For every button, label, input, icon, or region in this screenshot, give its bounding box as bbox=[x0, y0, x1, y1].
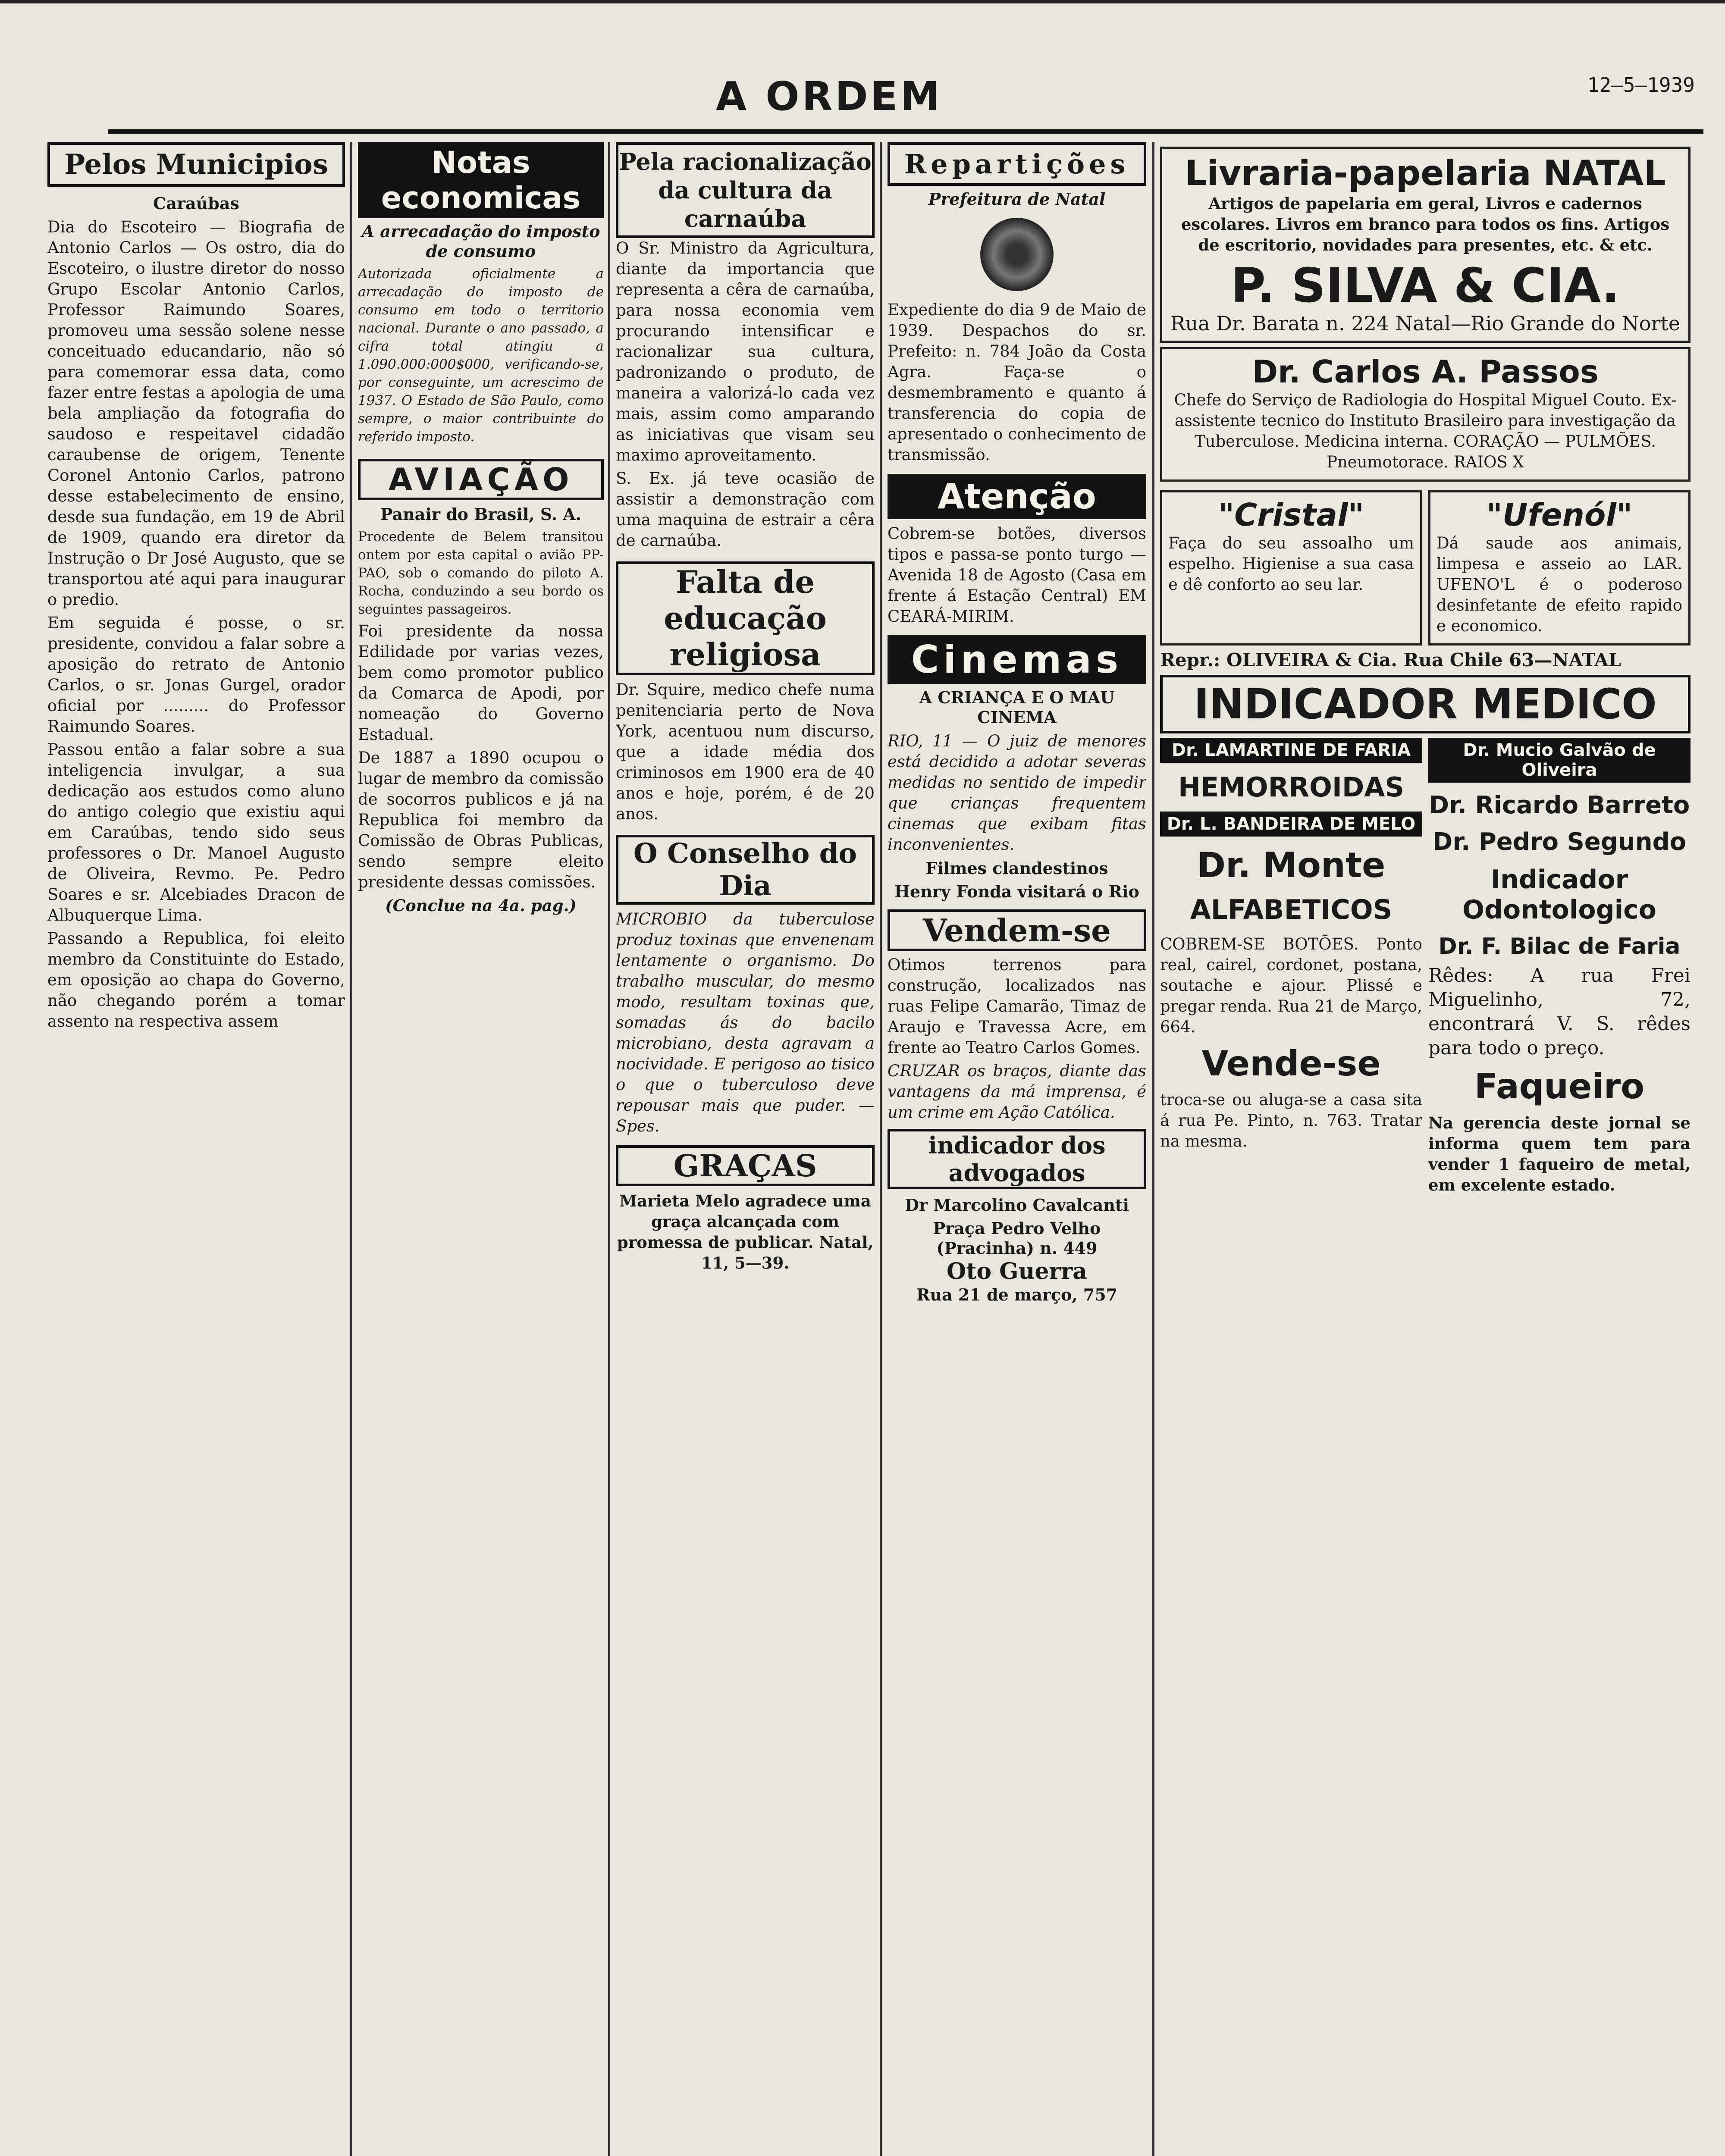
lawyer-address: Praça Pedro Velho (Pracinha) n. 449 bbox=[933, 1219, 1101, 1258]
section-subtitle: Prefeitura de Natal bbox=[928, 189, 1106, 209]
livraria-ad bbox=[1160, 147, 1690, 343]
column-economicas bbox=[358, 142, 604, 2156]
faqueiro-title: Faqueiro bbox=[1474, 1066, 1645, 1106]
article-paragraph: Dia do Escoteiro — Biografia de Antonio Carlos — Os ostro, dia do Escoteiro, o ilustre diretor do nosso Grupo Escolar Antonio Carlos, Professor Raimundo Soares, promoveu uma sessão solene nesse conceituado educandario, não só para comemorar essa data, como fazer entre festas a apologia de uma bela ampliação da fotografia do saudoso e respeitavel cidadão caraubense de origem, Tenente Coronel Antonio Carlos, patrono desse estabelecimento de ensino, desde sua fundação, em 19 de Abril de 1909, quando era diretor da Instrução o Dr José Augusto, que se transportou até aqui para inaugurar o predio. bbox=[47, 218, 345, 609]
column-ads bbox=[1160, 142, 1690, 2156]
ad-body: Rêdes: A rua Frei Miguelinho, 72, encontrará V. S. rêdes para todo o preço. bbox=[1428, 965, 1690, 1059]
doctor-name: Dr. Ricardo Barreto bbox=[1429, 791, 1690, 819]
cinemas-title: Cinemas bbox=[888, 635, 1146, 684]
article-paragraph: Autorizada oficialmente a arrecadação do imposto de consumo em todo o territorio nacional. Durante o ano passado, a cifra total atingiu a 1.090.000:000$000, verificando-se, por conseguinte, um acrescimo de 1937. O Estado de São Paulo, como sempre, o maior contribuinte do referido imposto. bbox=[358, 266, 604, 445]
falta-title: Falta de educação religiosa bbox=[616, 561, 875, 675]
aviacao-subtitle: Panair do Brasil, S. A. bbox=[380, 505, 581, 524]
doctors-left bbox=[1160, 738, 1422, 1198]
doctor-name: Dr. Pedro Segundo bbox=[1432, 828, 1687, 856]
doctors-right bbox=[1428, 738, 1690, 1198]
doctor-name: Dr. LAMARTINE DE FARIA bbox=[1160, 738, 1422, 763]
article-paragraph: Dr. Squire, medico chefe numa penitenciaria perto de Nova York, acentuou num discurso, que a idade média dos criminosos em 1900 era de 40 anos e hoje, porém, é de 20 anos. bbox=[616, 680, 875, 823]
vende-title: Vende-se bbox=[1201, 1044, 1381, 1084]
hemorroidas-title: HEMORROIDAS bbox=[1178, 771, 1404, 803]
continued-note: (Conclue na 4a. pag.) bbox=[385, 896, 577, 915]
ad-owner: P. SILVA & CIA. bbox=[1231, 258, 1620, 313]
doctor-name: Dr. F. Bilac de Faria bbox=[1438, 934, 1681, 959]
coat-of-arms-seal bbox=[980, 218, 1054, 291]
article-paragraph: Passando a Republica, foi eleito membro da Constituinte do Estado, em oposição ao chapa do Governo, não chegando porém a tomar assento na respectiva assem bbox=[47, 929, 345, 1031]
doctor-name: Dr. Mucio Galvão de Oliveira bbox=[1428, 738, 1690, 783]
masthead: A ORDEM bbox=[716, 73, 943, 119]
section-title: Notas economicas bbox=[358, 142, 604, 218]
ad-title: Livraria-papelaria NATAL bbox=[1185, 153, 1666, 193]
section-subtitle: Caraúbas bbox=[153, 194, 239, 213]
lawyer-name: Dr Marcolino Cavalcanti bbox=[905, 1195, 1129, 1215]
article-paragraph: Foi presidente da nossa Edilidade por varias vezes, bem como promotor publico da Comarca de Apodi, por nomeação do Governo Estadual. bbox=[358, 622, 604, 744]
top-edge bbox=[0, 0, 1725, 17]
ad-body: Chefe do Serviço de Radiologia do Hospital Miguel Couto. Ex-assistente tecnico do Instituto Brasileiro para investigação da Tuberculose. Medicina interna. CORAÇÃO — PULMÕES. Pneumotorace. RAIOS X bbox=[1174, 391, 1677, 471]
ad-title: "Cristal" bbox=[1218, 497, 1364, 533]
ad-body: Dá saude aos animais, limpesa e asseio ao LAR. UFENO'L é o poderoso desinfetante de efeito rapido e economico. bbox=[1436, 534, 1682, 635]
article-paragraph: Otimos terrenos para construção, localizados nas ruas Felipe Camarão, Timaz de Araujo e Travessa Acre, em frente ao Teatro Carlos Gomes. bbox=[888, 956, 1146, 1057]
indicador-medico-title: INDICADOR MEDICO bbox=[1160, 675, 1690, 733]
ad-title: "Ufenól" bbox=[1486, 497, 1633, 533]
alfabeticos-title: ALFABETICOS bbox=[1190, 894, 1393, 925]
atencao-title: Atenção bbox=[888, 474, 1146, 519]
lawyer-address: Rua 21 de março, 757 bbox=[916, 1285, 1118, 1304]
article-paragraph: Procedente de Belem transitou ontem por esta capital o avião PP-PAO, sob o comando do piloto A. Rocha, conduzindo a seu bordo os seguintes passageiros. bbox=[358, 529, 604, 617]
ad-body: troca-se ou aluga-se a casa sita á rua Pe. Pinto, n. 763. Tratar na mesma. bbox=[1160, 1091, 1422, 1150]
ad-body: COBREM-SE BOTÕES. Ponto real, cairel, cordonet, postana, soutache e ajour. Plissé e pregar renda. Rua 21 de Março, 664. bbox=[1160, 935, 1422, 1036]
odonto-title: Indicador Odontologico bbox=[1462, 865, 1656, 925]
column-reparticoes bbox=[888, 142, 1146, 2156]
filmes-title: Filmes clandestinos bbox=[925, 859, 1108, 878]
section-subtitle: A arrecadação do imposto de consumo bbox=[361, 222, 600, 261]
section-title: Pelos Municipios bbox=[47, 142, 345, 187]
header-rule bbox=[108, 129, 1703, 134]
ad-body: Artigos de papelaria em geral, Livros e cadernos escolares. Livros em branco para todos os fins. Artigos de escritorio, novidades para presentes, etc. & etc. bbox=[1181, 194, 1670, 254]
section-title: Pela racionalização da cultura da carnaúba bbox=[616, 142, 875, 238]
indicador-advogados-title: indicador dos advogados bbox=[888, 1129, 1146, 1189]
article-paragraph: S. Ex. já teve ocasião de assistir a demonstração com uma maquina de estrair a cêra de carnaúba. bbox=[616, 469, 875, 550]
henry-title: Henry Fonda visitará o Rio bbox=[894, 882, 1139, 901]
ad-title: Dr. Carlos A. Passos bbox=[1252, 354, 1599, 390]
cristal-ad bbox=[1160, 490, 1422, 646]
ad-body: Faça do seu assoalho um espelho. Higienise a sua casa e dê conforto ao seu lar. bbox=[1168, 534, 1414, 594]
conselho-title: O Conselho do Dia bbox=[616, 835, 875, 905]
doctor-name: Dr. Monte bbox=[1197, 845, 1386, 885]
column-carnauba bbox=[616, 142, 875, 2156]
lawyer-name: Oto Guerra bbox=[947, 1258, 1087, 1285]
article-paragraph: O Sr. Ministro da Agricultura, diante da importancia que representa a cêra de carnaúba, para nossa economia vem procurando intensificar e racionalizar sua cultura, padronizando o produto, de maneira a valorizá-lo cada vez mais, assim como amparando as iniciativas que visam seu maximo aproveitamento. bbox=[616, 239, 875, 464]
cinemas-subtitle: A CRIANÇA E O MAU CINEMA bbox=[919, 688, 1115, 727]
section-title: Repartições bbox=[888, 142, 1146, 186]
column-rule bbox=[350, 142, 352, 2156]
doctors-row bbox=[1160, 738, 1690, 1198]
passos-ad bbox=[1160, 347, 1690, 482]
article-paragraph: Em seguida é posse, o sr. presidente, convidou a falar sobre a aposição do retrato de Antonio Carlos, o sr. Jonas Gurgel, orador oficial por ......... do Professor Raimundo Soares. bbox=[47, 614, 345, 736]
article-paragraph: CRUZAR os braços, diante das vantagens da má imprensa, é um crime em Ação Católica. bbox=[888, 1062, 1146, 1122]
vendem-title: Vendem-se bbox=[888, 909, 1146, 951]
doctor-name: Dr. L. BANDEIRA DE MELO bbox=[1160, 812, 1422, 837]
column-municipios bbox=[47, 142, 345, 2156]
article-paragraph: Marieta Melo agradece uma graça alcançada com promessa de publicar. Natal, 11, 5—39. bbox=[617, 1191, 874, 1272]
ad-address: Rua Dr. Barata n. 224 Natal—Rio Grande do Norte bbox=[1170, 312, 1681, 335]
representative: Repr.: OLIVEIRA & Cia. Rua Chile 63—NATAL bbox=[1160, 649, 1622, 671]
article-paragraph: Expediente do dia 9 de Maio de 1939. Despachos do sr. Prefeito: n. 784 João da Costa Agra. Faça-se o desmembramento e quanto á transferencia do copia de apresentado o conhecimento de transmissão. bbox=[888, 301, 1146, 464]
article-paragraph: MICROBIO da tuberculose produz toxinas que envenenam lentamente o organismo. Do trabalho muscular, do mesmo modo, resultam toxinas que, somadas ás do bacilo microbiano, desta agravam a nocividade. E perigoso ao tisico o que o tuberculoso deve repousar mais que puder. — Spes. bbox=[616, 910, 875, 1135]
column-rule bbox=[880, 142, 882, 2156]
article-paragraph: Passou então a falar sobre a sua inteligencia invulgar, a sua dedicação aos estudos como aluno do antigo colegio que existiu aqui em Caraúbas, tendo sido seus professores o Dr. Manoel Augusto de Oliveira, Revmo. Pe. Pedro Soares e sr. Alcebiades Dracon de Albuquerque Lima. bbox=[47, 740, 345, 924]
gracas-title: GRAÇAS bbox=[616, 1145, 875, 1186]
column-rule bbox=[608, 142, 610, 2156]
cristal-ufenol-row bbox=[1160, 486, 1690, 650]
issue-date: 12—5—1939 bbox=[1587, 73, 1695, 97]
ad-body: Na gerencia deste jornal se informa quem tem para vender 1 faqueiro de metal, em excelente estado. bbox=[1428, 1113, 1690, 1194]
article-paragraph: RIO, 11 — O juiz de menores está decidido a adotar severas medidas no sentido de impedir que crianças frequentem cinemas que exibam fitas inconvenientes. bbox=[888, 732, 1146, 854]
article-paragraph: Cobrem-se botões, diversos tipos e passa-se ponto turgo — Avenida 18 de Agosto (Casa em frente á Estação Central) EM CEARÁ-MIRIM. bbox=[888, 524, 1146, 626]
ufenol-ad bbox=[1428, 490, 1690, 646]
column-rule bbox=[1152, 142, 1154, 2156]
article-paragraph: De 1887 a 1890 ocupou o lugar de membro da comissão de socorros publicos e já na Republica foi membro da Comissão de Obras Publicas, sendo sempre eleito presidente dessas comissões. bbox=[358, 749, 604, 891]
aviacao-title: AVIAÇÃO bbox=[358, 459, 604, 500]
